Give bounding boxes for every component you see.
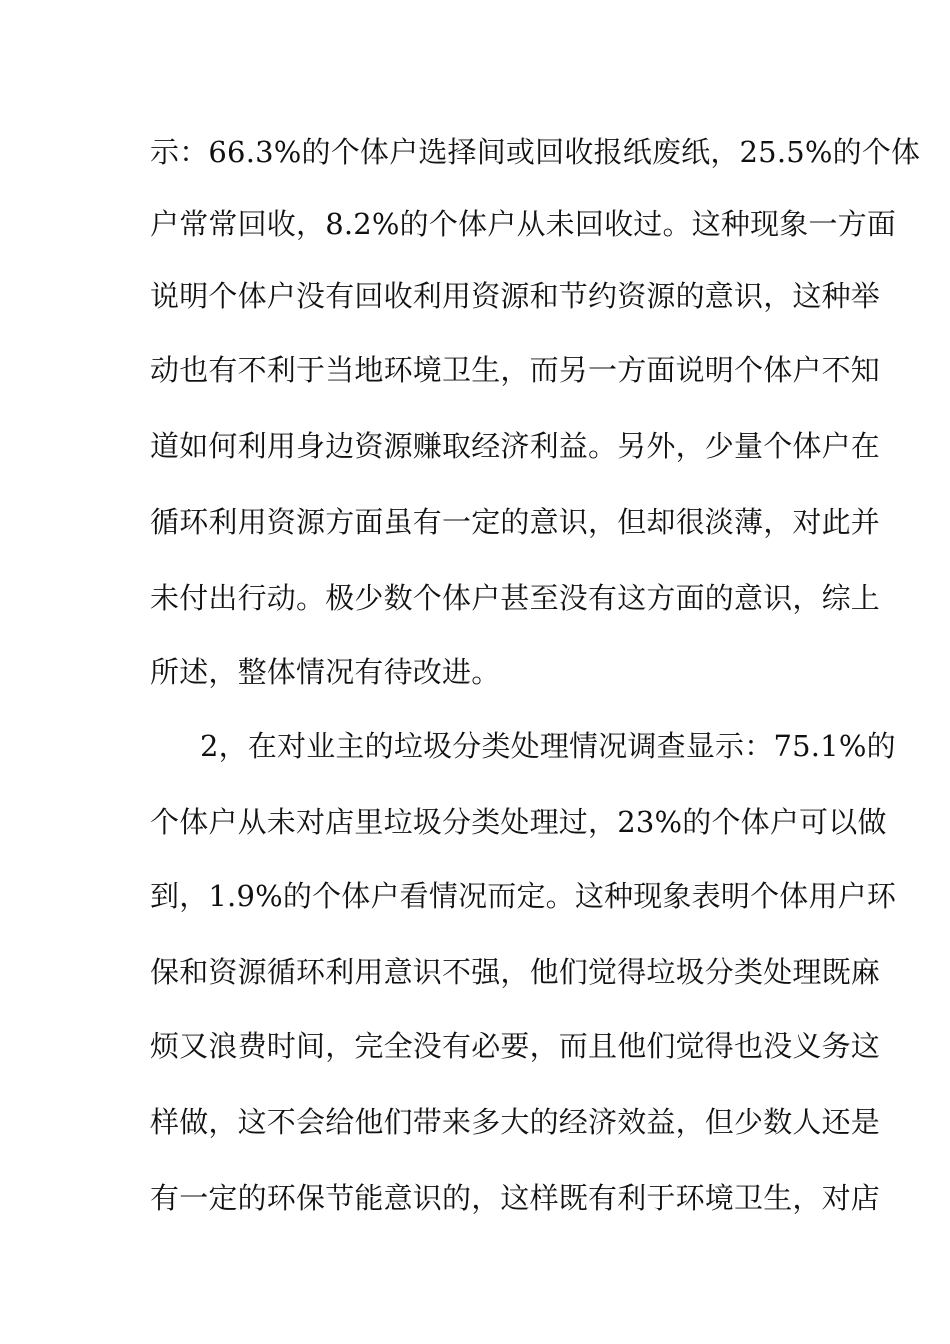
- text-line: 烦又浪费时间，完全没有必要，而且他们觉得也没义务这: [150, 1029, 881, 1063]
- text-line: 个体户从未对店里垃圾分类处理过，23%的个体户可以做: [150, 805, 887, 839]
- paragraph-start-line: 2，在对业主的垃圾分类处理情况调查显示：75.1%的: [200, 729, 896, 763]
- text-line: 样做，这不会给他们带来多大的经济效益，但少数人还是: [150, 1105, 881, 1139]
- text-line: 动也有不利于当地环境卫生，而另一方面说明个体户不知: [150, 353, 881, 387]
- text-line: 有一定的环保节能意识的，这样既有利于环境卫生，对店: [150, 1181, 881, 1215]
- text-line: 保和资源循环利用意识不强，他们觉得垃圾分类处理既麻: [150, 955, 881, 989]
- text-line: 示：66.3%的个体户选择间或回收报纸废纸，25.5%的个体: [150, 135, 921, 169]
- text-line: 道如何利用身边资源赚取经济利益。另外，少量个体户在: [150, 429, 881, 463]
- text-line: 循环利用资源方面虽有一定的意识，但却很淡薄，对此并: [150, 505, 881, 539]
- text-line: 所述，整体情况有待改进。: [150, 655, 501, 689]
- text-line: 到，1.9%的个体户看情况而定。这种现象表明个体用户环: [150, 879, 897, 913]
- text-line: 未付出行动。极少数个体户甚至没有这方面的意识，综上: [150, 581, 881, 615]
- text-line: 户常常回收，8.2%的个体户从未回收过。这种现象一方面: [150, 207, 897, 241]
- text-line: 说明个体户没有回收利用资源和节约资源的意识，这种举: [150, 279, 881, 313]
